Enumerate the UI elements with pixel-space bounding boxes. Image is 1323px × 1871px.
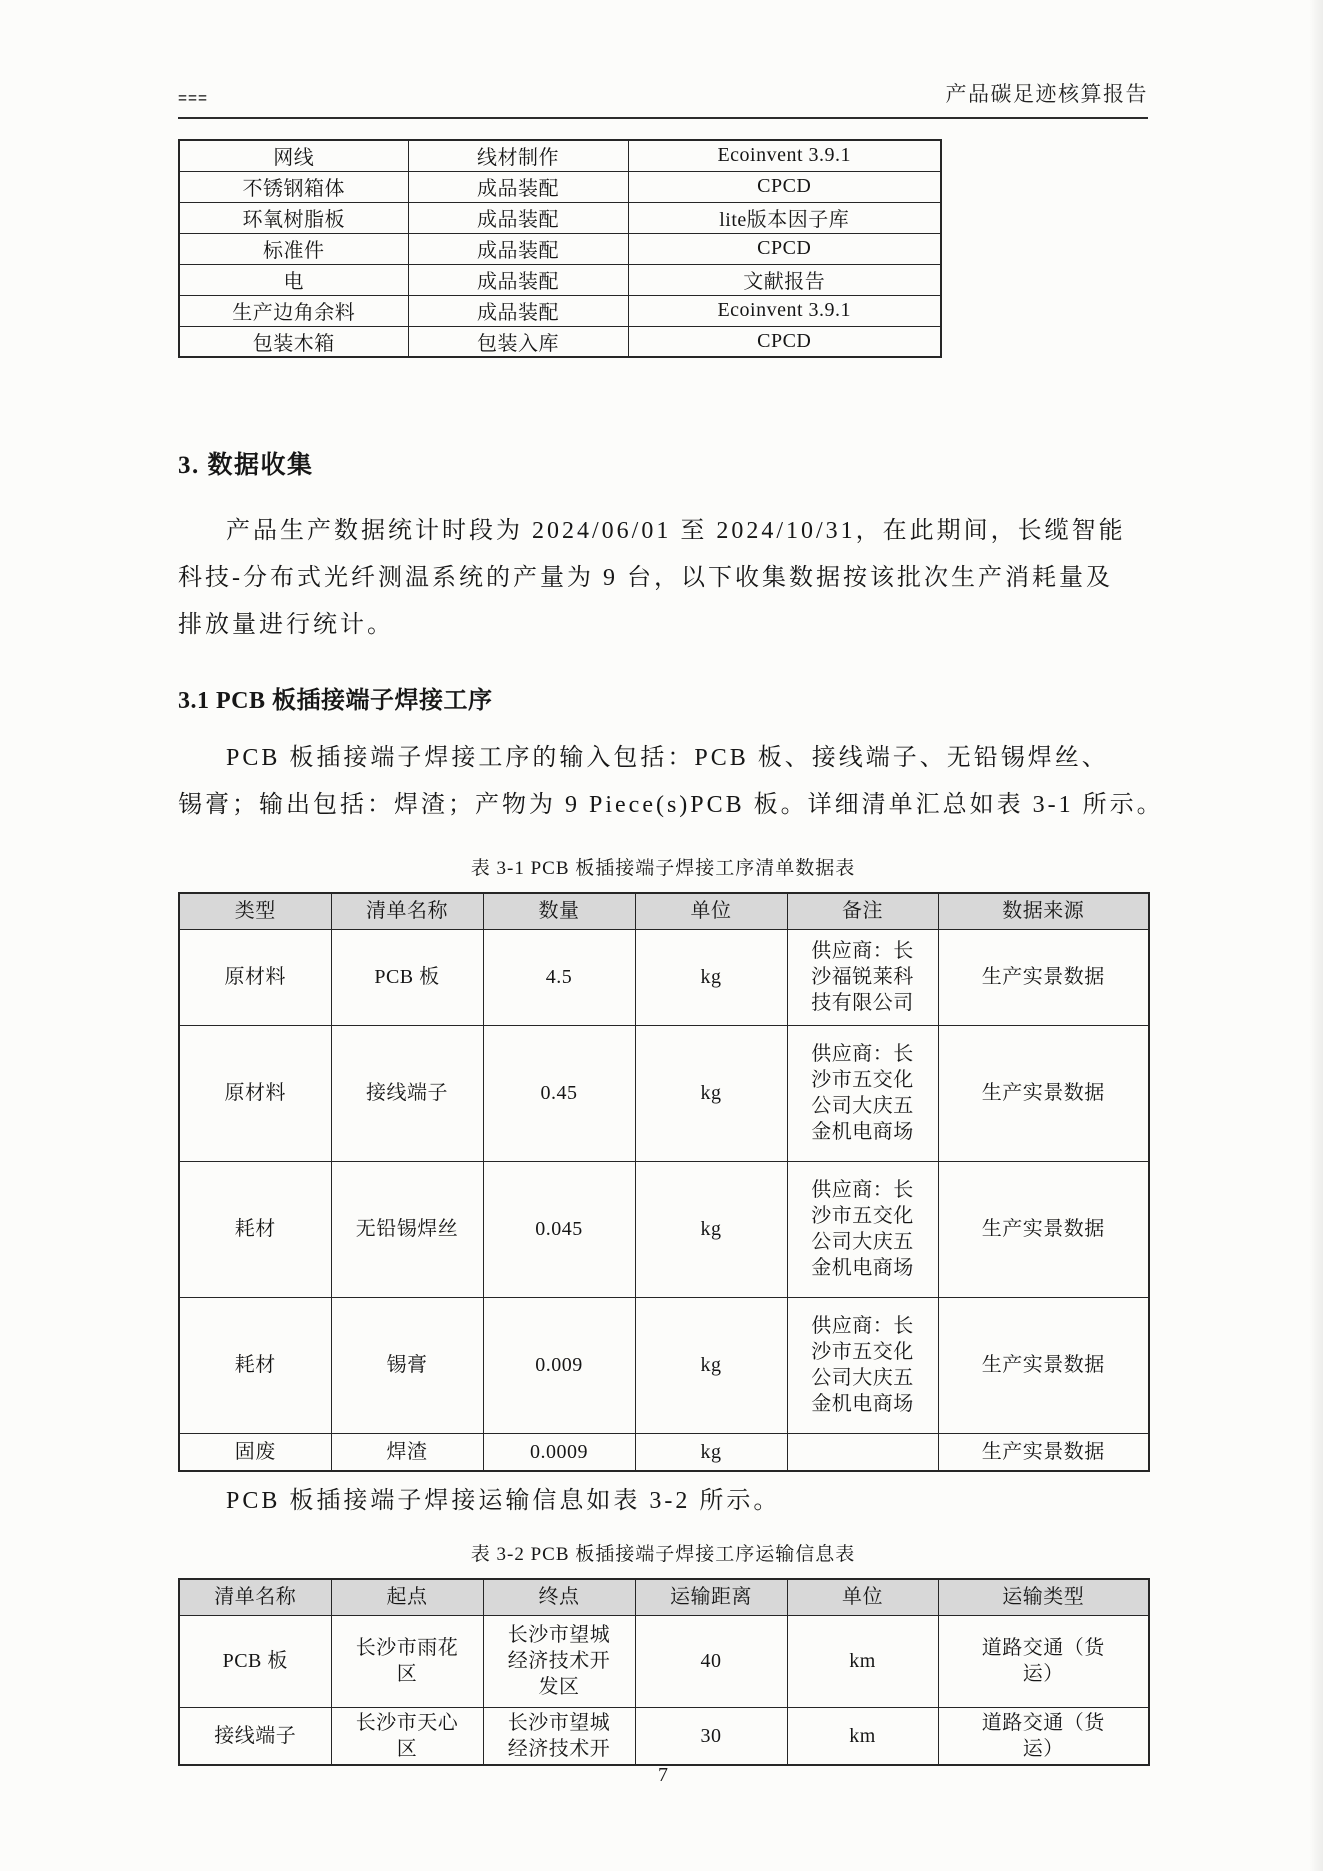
table-cell: 锡膏: [331, 1297, 483, 1433]
table-row: [179, 1433, 1149, 1471]
table-row: [179, 233, 941, 264]
table-cell: [787, 1433, 938, 1471]
table-cell: 生产实景数据: [938, 1433, 1149, 1471]
table-row: [179, 1615, 1149, 1707]
table-cell: 标准件: [179, 233, 408, 264]
table-cell: kg: [635, 1161, 787, 1297]
table-cell: 30: [635, 1707, 787, 1765]
table-cell: 供应商：长沙市五交化公司大庆五金机电商场: [787, 1025, 938, 1161]
column-header: 起点: [331, 1579, 483, 1615]
table-cell: 成品装配: [408, 233, 628, 264]
table-cell: 供应商：长沙市五交化公司大庆五金机电商场: [787, 1297, 938, 1433]
table-3-2-caption: 表 3-2 PCB 板插接端子焊接工序运输信息表: [470, 1544, 856, 1565]
table-cell: Ecoinvent 3.9.1: [628, 295, 941, 326]
table-cell: PCB 板: [179, 1615, 331, 1707]
table-cell: 长沙市望城经济技术开: [483, 1707, 635, 1765]
table-header-row: [179, 1579, 1149, 1615]
table-cell: 不锈钢箱体: [179, 171, 408, 202]
table-cell: 接线端子: [179, 1707, 331, 1765]
table-header-row: [179, 893, 1149, 929]
paragraph-line: PCB 板插接端子焊接运输信息如表 3-2 所示。: [226, 1488, 781, 1514]
paragraph-line: 产品生产数据统计时段为 2024/06/01 至 2024/10/31，在此期间，长缆智能: [226, 518, 1126, 544]
table-cell: 耗材: [179, 1161, 331, 1297]
page-number: 7: [658, 1764, 668, 1786]
table-cell: 电: [179, 264, 408, 295]
transport-note-paragraph: [178, 1478, 1148, 1525]
table-cell: 供应商：长沙市五交化公司大庆五金机电商场: [787, 1161, 938, 1297]
table-cell: 0.045: [483, 1161, 635, 1297]
table-cell: lite版本因子库: [628, 202, 941, 233]
table-cell: PCB 板: [331, 929, 483, 1025]
column-header: 清单名称: [331, 893, 483, 929]
table-cell: kg: [635, 1025, 787, 1161]
table-cell: 文献报告: [628, 264, 941, 295]
column-header: 清单名称: [179, 1579, 331, 1615]
column-header: 数据来源: [938, 893, 1149, 929]
transport-info-table: [178, 1578, 1150, 1766]
table-cell: 成品装配: [408, 295, 628, 326]
table-row: [179, 326, 941, 357]
table-cell: 线材制作: [408, 140, 628, 171]
table-3-1-caption: 表 3-1 PCB 板插接端子焊接工序清单数据表: [470, 858, 856, 879]
column-header: 备注: [787, 893, 938, 929]
column-header: 单位: [635, 893, 787, 929]
scan-shadow: [1309, 0, 1323, 1871]
table-cell: 40: [635, 1615, 787, 1707]
table-row: [179, 1707, 1149, 1765]
table-cell: 耗材: [179, 1297, 331, 1433]
column-header: 运输距离: [635, 1579, 787, 1615]
table-cell: 生产实景数据: [938, 929, 1149, 1025]
table-cell: CPCD: [628, 326, 941, 357]
section-3-1-paragraph: [178, 735, 1164, 829]
table-cell: 焊渣: [331, 1433, 483, 1471]
paragraph-line: 排放量进行统计。: [178, 612, 394, 638]
table-cell: 接线端子: [331, 1025, 483, 1161]
column-header: 运输类型: [938, 1579, 1149, 1615]
table-cell: 原材料: [179, 1025, 331, 1161]
table-row: [179, 264, 941, 295]
table-cell: 环氧树脂板: [179, 202, 408, 233]
paragraph-line: 锡膏；输出包括：焊渣；产物为 9 Piece(s)PCB 板。详细清单汇总如表 3-1 所示。: [178, 792, 1164, 818]
column-header: 类型: [179, 893, 331, 929]
table-cell: 0.0009: [483, 1433, 635, 1471]
paragraph-line: 科技-分布式光纤测温系统的产量为 9 台，以下收集数据按该批次生产消耗量及: [178, 565, 1113, 591]
table-cell: 原材料: [179, 929, 331, 1025]
column-header: 终点: [483, 1579, 635, 1615]
table-cell: CPCD: [628, 233, 941, 264]
table-cell: 生产实景数据: [938, 1025, 1149, 1161]
column-header: 数量: [483, 893, 635, 929]
table-cell: 成品装配: [408, 202, 628, 233]
table-row: [179, 140, 941, 171]
table-row: [179, 1297, 1149, 1433]
table-cell: 成品装配: [408, 171, 628, 202]
table-cell: 长沙市望城经济技术开发区: [483, 1615, 635, 1707]
page-header: [178, 78, 1148, 119]
paragraph-line: PCB 板插接端子焊接工序的输入包括：PCB 板、接线端子、无铅锡焊丝、: [226, 745, 1109, 771]
table-row: [179, 171, 941, 202]
table-cell: 道路交通（货运）: [938, 1615, 1149, 1707]
table-cell: Ecoinvent 3.9.1: [628, 140, 941, 171]
table-cell: 生产实景数据: [938, 1297, 1149, 1433]
table-cell: 成品装配: [408, 264, 628, 295]
table-cell: 生产边角余料: [179, 295, 408, 326]
table-cell: 包装入库: [408, 326, 628, 357]
section-3-heading: 3. 数据收集: [178, 452, 314, 479]
table-cell: 长沙市天心区: [331, 1707, 483, 1765]
table-cell: kg: [635, 929, 787, 1025]
table-row: [179, 295, 941, 326]
table-cell: km: [787, 1707, 938, 1765]
table-cell: 4.5: [483, 929, 635, 1025]
table-cell: 0.009: [483, 1297, 635, 1433]
table-cell: kg: [635, 1433, 787, 1471]
table-cell: CPCD: [628, 171, 941, 202]
table-cell: 生产实景数据: [938, 1161, 1149, 1297]
table-cell: 0.45: [483, 1025, 635, 1161]
table-cell: km: [787, 1615, 938, 1707]
table-row: [179, 1161, 1149, 1297]
table-cell: kg: [635, 1297, 787, 1433]
table-row: [179, 1025, 1149, 1161]
table-cell: 长沙市雨花区: [331, 1615, 483, 1707]
table-row: [179, 929, 1149, 1025]
table-cell: 包装木箱: [179, 326, 408, 357]
emission-factor-table: [178, 139, 942, 358]
header-mark: ===: [178, 91, 209, 108]
table-row: [179, 202, 941, 233]
table-cell: 道路交通（货运）: [938, 1707, 1149, 1765]
column-header: 单位: [787, 1579, 938, 1615]
section-3-paragraph: [178, 508, 1148, 649]
header-title: 产品碳足迹核算报告: [945, 82, 1148, 106]
table-cell: 网线: [179, 140, 408, 171]
inventory-data-table: [178, 892, 1150, 1472]
table-cell: 无铅锡焊丝: [331, 1161, 483, 1297]
table-cell: 固废: [179, 1433, 331, 1471]
section-3-1-heading: 3.1 PCB 板插接端子焊接工序: [178, 688, 493, 714]
table-cell: 供应商：长沙福锐莱科技有限公司: [787, 929, 938, 1025]
